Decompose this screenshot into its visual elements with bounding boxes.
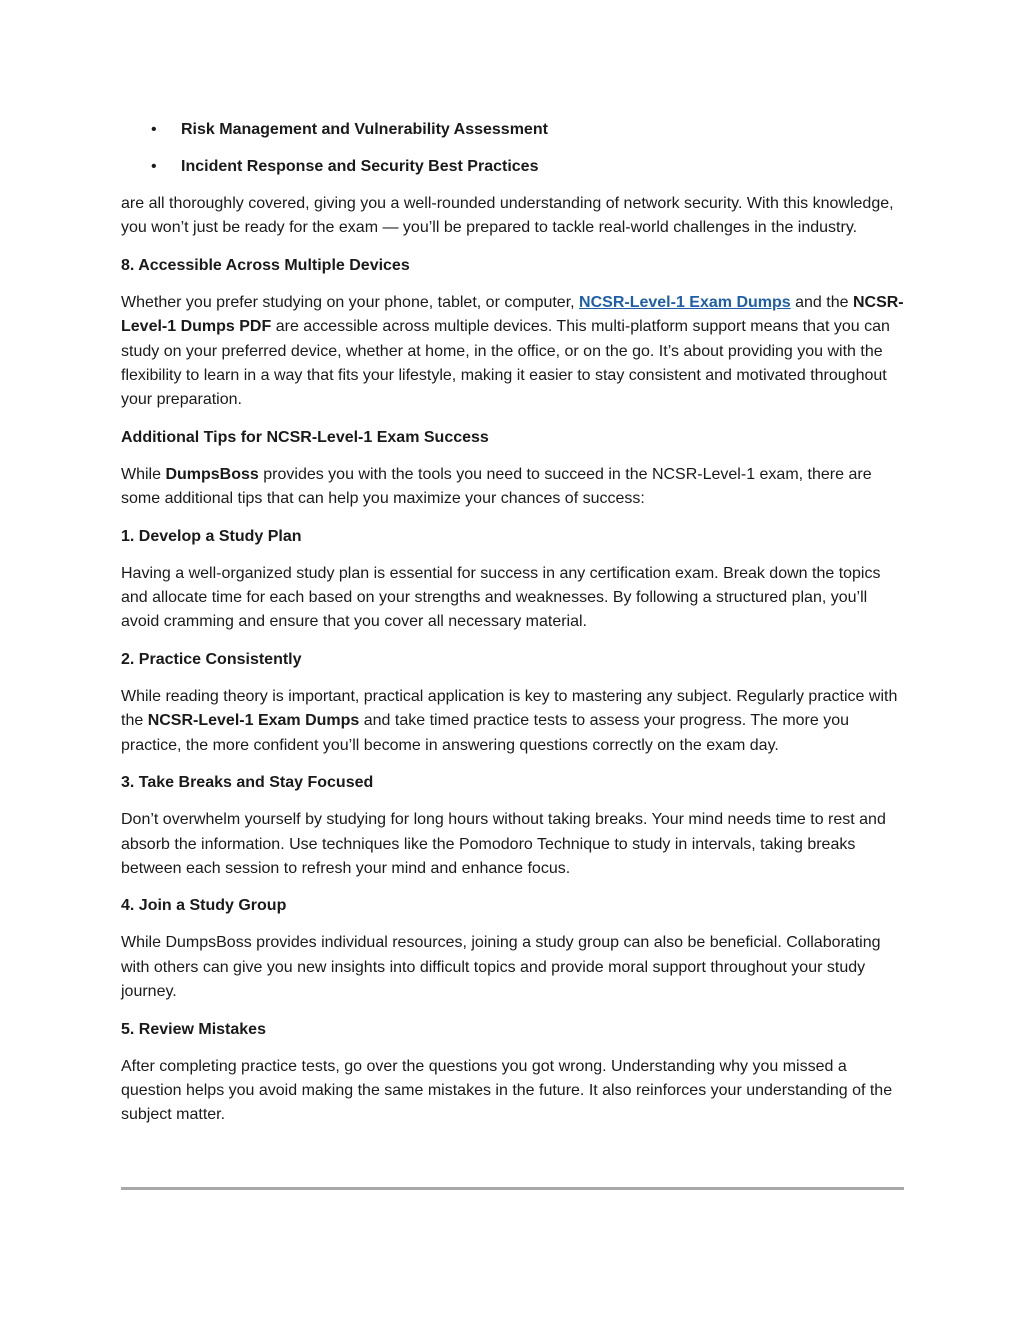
tip-paragraph: After completing practice tests, go over the questions you got wrong. Understanding why you missed a question helps you avoid making the same mistakes in the future. It also reinforces your understanding of the subject matter.	[121, 1057, 893, 1124]
tip-paragraph: While DumpsBoss provides individual resources, joining a study group can also be beneficial. Collaborating with others can give you new insights into difficult topics and provide moral support throughout your study journey.	[121, 934, 881, 1001]
tip-heading: 3. Take Breaks and Stay Focused	[121, 774, 374, 792]
section-paragraph	[121, 291, 905, 413]
paragraph-text: are accessible across multiple devices. This multi-platform support means that you can study on your preferred device, whether at home, in the office, or on the go. It’s about providing you with the flexibility to learn in a way that fits your lifestyle, making it easier to stay consistent and motivated throughout your preparation.	[121, 318, 890, 409]
paragraph-text: While reading theory is important, practical application is key to mastering any subject. Regularly practice with the	[121, 687, 898, 730]
paragraph-text: provides you with the tools you need to succeed in the NCSR-Level-1 exam, there are some additional tips that can help you maximize your chances of success:	[121, 465, 872, 508]
bold-text: NCSR-Level-1 Exam Dumps	[147, 712, 360, 730]
bullet-icon: •	[151, 121, 157, 138]
bold-text: NCSR-Level-1 Dumps PDF	[121, 293, 904, 336]
paragraph-text: Whether you prefer studying on your phone, tablet, or computer,	[121, 293, 580, 311]
bold-text: DumpsBoss	[165, 465, 259, 483]
section-heading: 8. Accessible Across Multiple Devices	[121, 256, 410, 274]
tip-paragraph: Having a well-organized study plan is essential for success in any certification exam. Break down the topics and allocate time for each based on your strengths and weaknesses. By following a structured plan, you’ll avoid cramming and ensure that you cover all necessary material.	[121, 564, 881, 631]
paragraph-text: While	[121, 465, 166, 483]
tip-heading: 2. Practice Consistently	[121, 650, 302, 668]
tip-paragraph	[121, 685, 905, 758]
bullet-icon: •	[151, 158, 157, 175]
tip-heading: 4. Join a Study Group	[121, 897, 287, 915]
bullet-text: Incident Response and Security Best Practices	[181, 158, 539, 175]
bullet-text: Risk Management and Vulnerability Assessment	[181, 121, 548, 138]
paragraph-text: and take timed practice tests to assess your progress. The more you practice, the more confident you’ll become in answering questions correctly on the exam day.	[121, 712, 850, 754]
intro-paragraph: are all thoroughly covered, giving you a well-rounded understanding of network security. With this knowledge, you won’t just be ready for the exam — you’ll be prepared to tackle real-world challenges in the industry.	[121, 195, 894, 237]
tip-paragraph: Don’t overwhelm yourself by studying for long hours without taking breaks. Your mind needs time to rest and absorb the information. Use techniques like the Pomodoro Technique to study in intervals, taking breaks between each session to refresh your mind and enhance focus.	[121, 811, 886, 877]
tip-heading: 5. Review Mistakes	[121, 1020, 266, 1038]
section-heading: Additional Tips for NCSR-Level-1 Exam Success	[121, 428, 489, 446]
paragraph-text: and the	[790, 293, 853, 311]
exam-dumps-link[interactable]: NCSR-Level-1 Exam Dumps	[579, 293, 791, 311]
document-page	[121, 118, 905, 1141]
footer-divider	[121, 1187, 904, 1190]
list-item	[121, 155, 905, 179]
section-paragraph	[121, 463, 905, 512]
tip-heading: 1. Develop a Study Plan	[121, 527, 302, 545]
list-item	[121, 118, 905, 142]
topic-bullet-list	[121, 118, 905, 179]
